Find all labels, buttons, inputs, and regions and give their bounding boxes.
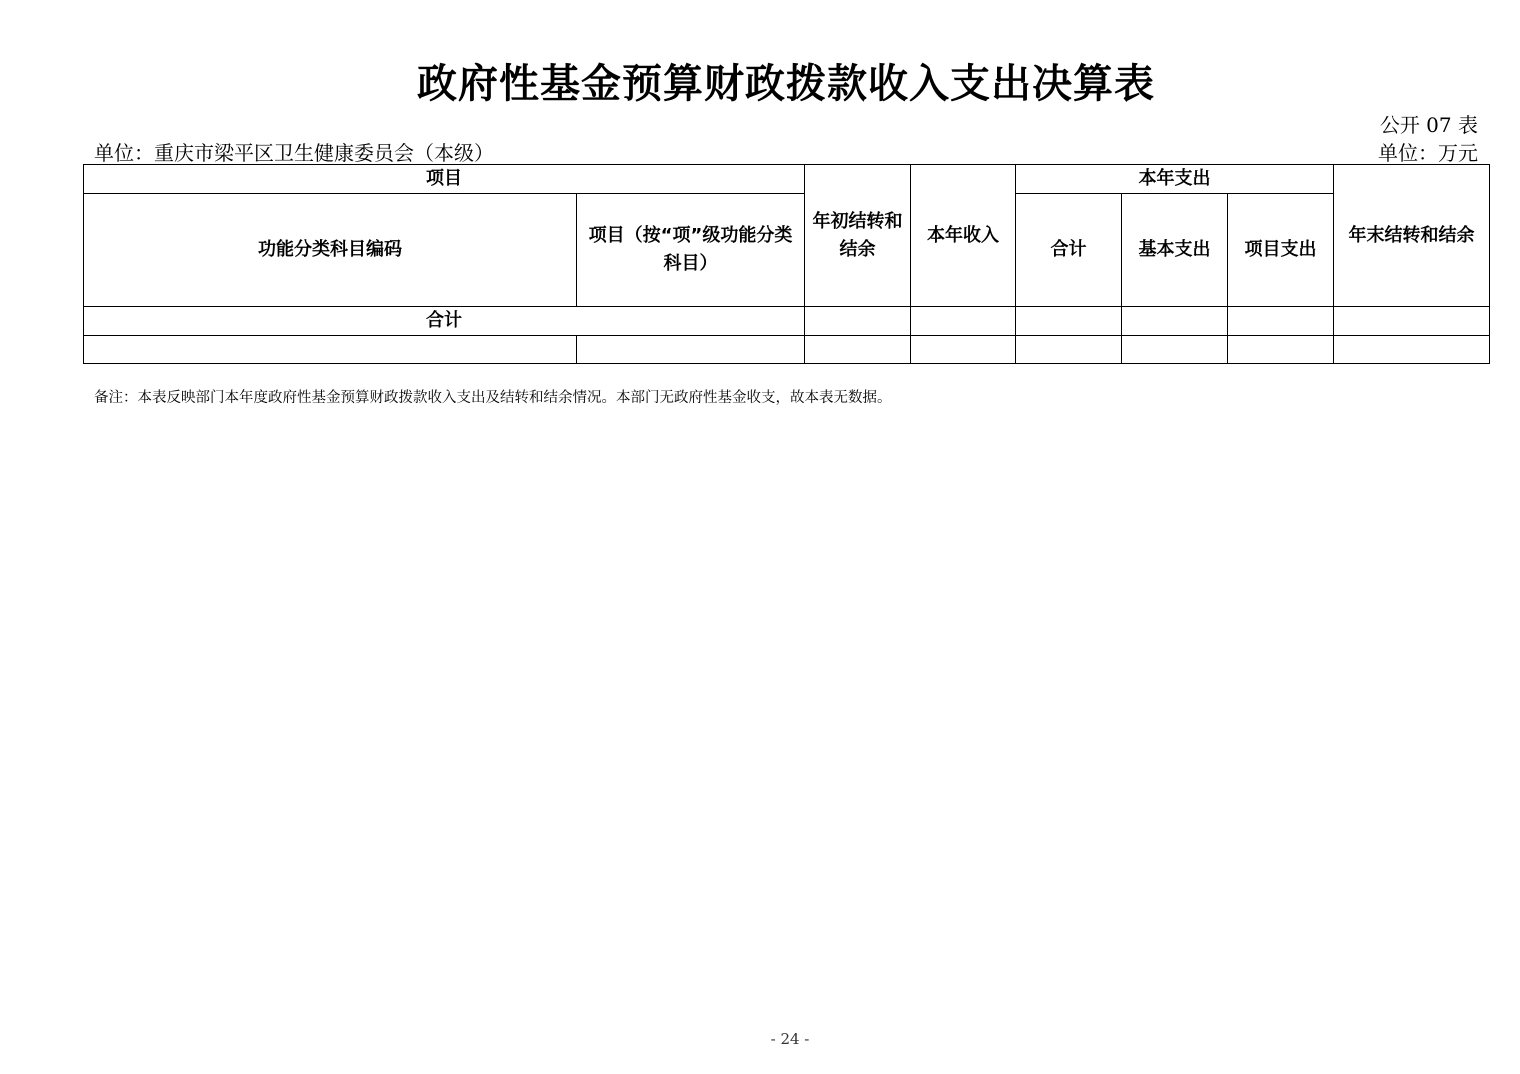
total-cell [805, 307, 911, 336]
total-cell [1016, 307, 1122, 336]
total-label: 合计 [84, 307, 805, 336]
header-item-group: 项目 [84, 165, 805, 194]
header-code: 功能分类科目编码 [84, 194, 577, 307]
header-item-name: 项目（按“项”级功能分类科目） [577, 194, 805, 307]
row-code-cell [84, 336, 577, 364]
total-cell [911, 307, 1016, 336]
row-item-cell [577, 336, 805, 364]
header-row-1 [84, 165, 1490, 194]
header-expense-project: 项目支出 [1228, 194, 1334, 307]
total-row [84, 307, 1490, 336]
row-value-cell [1016, 336, 1122, 364]
fund-budget-table [83, 164, 1490, 364]
row-value-cell [1228, 336, 1334, 364]
table-note: 备注：本表反映部门本年度政府性基金预算财政拨款收入支出及结转和结余情况。本部门无政府性基金收支，故本表无数据。 [94, 390, 892, 406]
table-row [84, 336, 1490, 364]
row-value-cell [1334, 336, 1490, 364]
header-opening-balance: 年初结转和结余 [805, 165, 911, 307]
header-row-2 [84, 194, 1490, 307]
header-expense-basic: 基本支出 [1122, 194, 1228, 307]
row-value-cell [1122, 336, 1228, 364]
unit-organization: 单位：重庆市梁平区卫生健康委员会（本级） [94, 141, 494, 165]
row-value-cell [805, 336, 911, 364]
total-cell [1334, 307, 1490, 336]
page-number: - 24 - [770, 1030, 810, 1048]
row-value-cell [911, 336, 1016, 364]
total-cell [1228, 307, 1334, 336]
header-expense-total: 合计 [1016, 194, 1122, 307]
total-cell [1122, 307, 1228, 336]
header-expense-group: 本年支出 [1016, 165, 1334, 194]
header-income: 本年收入 [911, 165, 1016, 307]
header-closing-balance: 年末结转和结余 [1334, 165, 1490, 307]
page-title: 政府性基金预算财政拨款收入支出决算表 [417, 61, 1155, 107]
table-number: 公开 07 表 [1379, 113, 1478, 137]
unit-currency: 单位：万元 [1378, 141, 1478, 165]
